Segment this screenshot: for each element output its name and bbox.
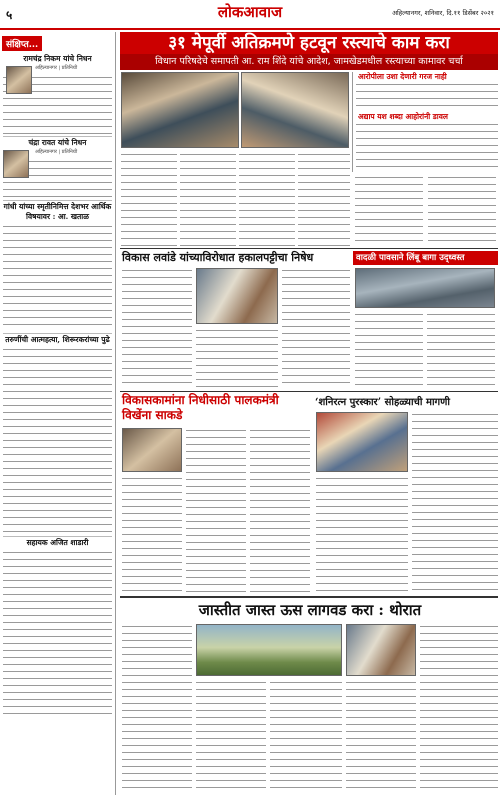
separator [3, 333, 112, 334]
rain-photo [355, 268, 495, 308]
lead-photo-officials [241, 72, 349, 148]
lead-photo-meeting [121, 72, 239, 148]
brief-byline: अहिल्यानगर | प्रतिनिधी [35, 149, 78, 155]
brief-byline: अहिल्यानगर | प्रतिनिधी [35, 65, 78, 71]
right-top-headline: आरोपीला उशा देणारी गरज नाही [358, 72, 447, 81]
lower-right-headline: ‘शनिरत्न पुरस्कार’ सोहळ्याची मागणी [315, 397, 450, 408]
brief-body [0, 345, 115, 535]
award-photo [316, 412, 408, 472]
brief-body [0, 548, 115, 718]
rain-headline: वादळी पावसाने लिंबू बागा उद्ध्वस्त [356, 253, 465, 263]
separator [3, 136, 112, 137]
brief-headline: गांधी यांच्या स्मृतीनिमित्त देशभर आर्थिक विषयावर : आ. खताळ [3, 202, 112, 221]
bottom-body-4 [346, 680, 416, 792]
section-tag: संक्षिप्त... [2, 36, 42, 51]
lead-body-col-3 [239, 152, 295, 246]
horizontal-rule [120, 391, 498, 392]
bottom-body-2 [196, 680, 266, 792]
right-top-box [352, 72, 498, 172]
mid-left-body-1 [122, 268, 192, 388]
bottom-headline: जास्तीत जास्त ऊस लागवड करा : थोरात [198, 601, 422, 619]
lead-headline: ३१ मेपूर्वी अतिक्रमणे हटवून रस्त्याचे काम करा [168, 33, 450, 53]
brief-headline: सहायक अजित शाडारी [26, 538, 89, 547]
right-body-col-2 [428, 175, 496, 245]
lead-body-col-1 [121, 152, 177, 246]
lead-subheadline-bar [120, 54, 498, 70]
lead-body-col-4 [298, 152, 350, 246]
mid-left-body-2 [196, 328, 278, 388]
lead-body-col-2 [180, 152, 236, 246]
mid-left-body-3 [282, 268, 350, 388]
right-body-col-1 [355, 175, 423, 245]
portrait-photo [3, 150, 29, 178]
mid-left-photo [196, 268, 278, 324]
brief-headline: रामचंद्र निकम यांचे निधन [23, 54, 92, 63]
horizontal-rule [120, 248, 498, 249]
bottom-photo-leader [346, 624, 416, 676]
lower-right-body-2 [316, 476, 408, 592]
right-top-body [356, 82, 498, 110]
lower-left-body-2 [250, 428, 310, 593]
brief-headline: तरुणींची आत्महत्या, शिरूरकरांच्या पुढे [5, 335, 110, 344]
rain-body-2 [427, 312, 495, 388]
right-top-body-2 [356, 122, 498, 172]
portrait-photo [6, 66, 32, 94]
lower-left-headline: विकासकामांना निधीसाठी पालकमंत्री विखेंना साकडे [122, 393, 279, 422]
page-header [0, 0, 500, 30]
left-news-column [0, 32, 116, 795]
horizontal-rule [120, 596, 498, 598]
right-top-headline-2: अद्याप यश शब्दा आहोरांनी डावल [358, 112, 448, 121]
rain-body-1 [355, 312, 423, 388]
brief-headline: चंद्रा रावत यांचे निधन [28, 138, 87, 147]
mid-left-headline: विकास लवांडे यांच्याविरोधात हकालपट्टीचा निषेध [122, 251, 314, 264]
bottom-body-5 [420, 624, 498, 792]
lower-right-body-1 [412, 412, 498, 592]
bottom-body-1 [122, 624, 192, 792]
lead-subheadline: विधान परिषदेचे समापती आ. राम शिंदे यांचे आदेश, जामखेडमधील रस्त्याच्या कामावर चर्चा [155, 56, 463, 67]
bottom-photo-farm [196, 624, 342, 676]
lower-left-photo [122, 428, 182, 472]
lower-left-body-0 [122, 476, 182, 593]
bottom-body-3 [270, 680, 342, 792]
dateline: अहिल्यानगर, शनिवार, दि.११ डिसेंबर २०२१ [392, 9, 494, 17]
lower-left-body-1 [186, 428, 246, 593]
separator [3, 200, 112, 201]
separator [3, 536, 112, 537]
page-number: ५ [6, 8, 13, 22]
masthead: लोकआवाज [217, 3, 283, 21]
brief-body [0, 222, 115, 332]
